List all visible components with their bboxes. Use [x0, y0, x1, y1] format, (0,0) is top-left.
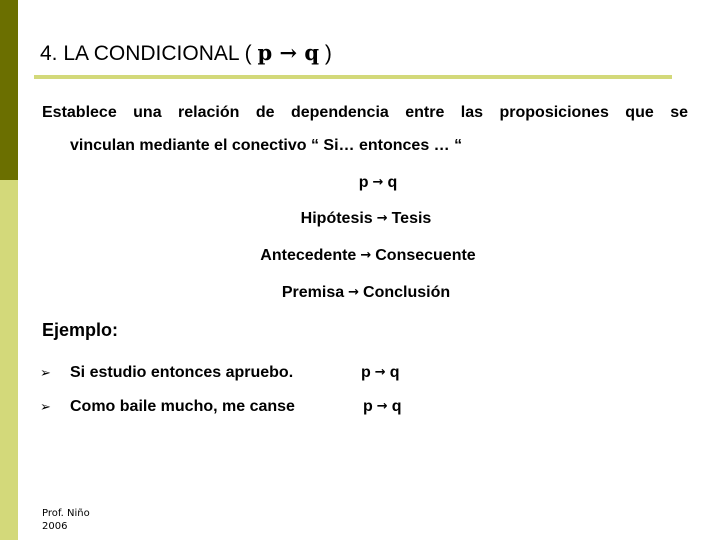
- pair-left: Premisa: [281, 284, 345, 301]
- title-underline: [34, 75, 672, 79]
- formula-left: p: [363, 398, 373, 415]
- title-close: ): [324, 42, 332, 65]
- accent-bar-light: [0, 180, 18, 540]
- slide-title: [40, 40, 332, 66]
- pair-antecedente-consecuente: [8, 247, 720, 265]
- arrowhead-bullet-icon: ➢: [40, 366, 51, 381]
- example-text: Como baile mucho, me canse: [70, 398, 295, 415]
- pair-right: q: [387, 174, 398, 191]
- arrow-icon: →: [376, 399, 388, 414]
- pair-premisa-conclusion: [6, 284, 720, 302]
- arrowhead-bullet-icon: ➢: [40, 400, 51, 415]
- pair-right: Tesis: [391, 210, 432, 227]
- intro-line-1: Establece una relación de dependencia entre las proposiciones que se: [42, 104, 688, 121]
- arrow-icon: →: [348, 285, 360, 300]
- footer-year: 2006: [42, 521, 68, 532]
- pair-hipotesis-tesis: [6, 210, 720, 228]
- arrow-icon: →: [374, 365, 386, 380]
- formula-left: p: [361, 364, 371, 381]
- pair-right: Consecuente: [375, 247, 476, 264]
- formula-right: q: [391, 398, 402, 415]
- example-text: Si estudio entonces apruebo.: [70, 364, 294, 381]
- title-formula: p → q: [257, 40, 320, 65]
- example-heading: Ejemplo:: [42, 320, 119, 340]
- arrow-icon: →: [376, 211, 388, 226]
- pair-left: p: [358, 174, 369, 191]
- intro-line-2: vinculan mediante el conectivo “ Si… entonces … “: [70, 137, 463, 154]
- pair-left: Antecedente: [260, 247, 357, 264]
- accent-bar-dark: [0, 0, 18, 180]
- pair-left: Hipótesis: [300, 210, 373, 227]
- example-item: [40, 364, 293, 382]
- footer-credit: [42, 507, 90, 533]
- example-item: [40, 398, 295, 416]
- arrow-icon: →: [372, 175, 384, 190]
- example-formula: [361, 364, 399, 382]
- pair-right: Conclusión: [363, 284, 451, 301]
- title-text: 4. LA CONDICIONAL (: [40, 42, 252, 65]
- pair-p-q: [18, 174, 720, 192]
- formula-right: q: [389, 364, 400, 381]
- arrow-icon: →: [360, 248, 372, 263]
- example-formula: [363, 398, 401, 416]
- footer-author: Prof. Niño: [42, 508, 90, 519]
